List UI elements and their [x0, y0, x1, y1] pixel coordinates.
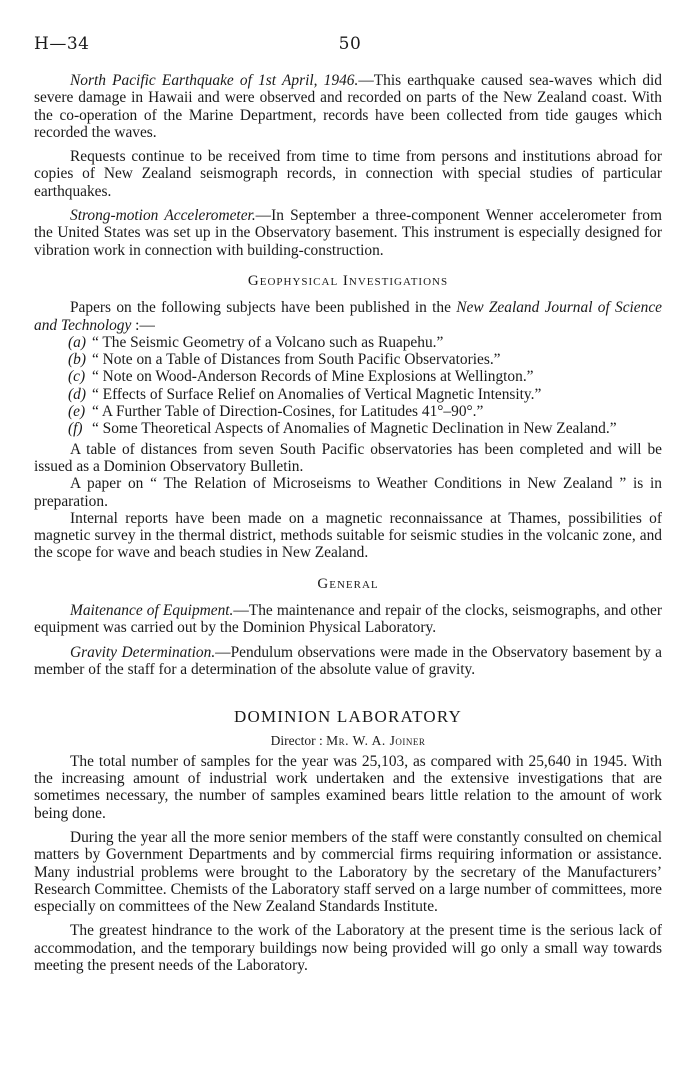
paragraph-text: —Pendulum observations were made in the Observatory basement by a member of the staff for a determination of the absolute value of gravity.: [34, 643, 662, 678]
paragraph-text: Papers on the following subjects have been published in the: [70, 299, 457, 317]
paragraph-consulted: During the year all the more senior members of the staff were constantly consulted on chemical matters by Government Departments and by commercial firms requiring information or assistance. Many industrial problems were brought to the Laboratory by the secretary of the Manufacturers’ Research Committee. Chemists of the Laboratory staff served on a large number of committees, more especially on committees of the New Zealand Standards Institute.: [34, 828, 662, 916]
list-item-label: (e): [68, 403, 86, 421]
page-body: [34, 72, 662, 981]
list-item-label: (d): [68, 385, 86, 403]
list-item: [34, 334, 662, 351]
paragraph-lead: Gravity Determination.: [70, 643, 216, 661]
paragraph-distance-table: A table of distances from seven South Pacific observatories has been completed and will be issued as a Dominion Observatory Bulletin.: [34, 440, 662, 475]
list-item: [34, 351, 662, 368]
list-item-text: “ A Further Table of Direction-Cosines, for Latitudes 41°–90°.”: [92, 403, 484, 421]
journal-title: New Zealand Journal of Science and Technology: [34, 299, 662, 334]
paragraph-lead: North Pacific Earthquake of 1st April, 1946.: [70, 72, 359, 89]
paragraph-papers: [34, 299, 662, 334]
director-label: Director :: [270, 732, 323, 748]
paragraph-requests: Requests continue to be received from time to time from persons and institutions abroad for copies of New Zealand seismograph records, in connection with special studies of particular earthquakes.: [34, 148, 662, 200]
list-item: [34, 420, 662, 437]
paragraph-lead: Strong-motion Accelerometer.: [70, 207, 256, 225]
list-item-text: “ The Seismic Geometry of a Volcano such as Ruapehu.”: [92, 333, 444, 351]
page-header-report-code: H—34: [34, 34, 90, 54]
paragraph-text: —This earthquake caused sea-waves which did severe damage in Hawaii and were observed and recorded on parts of the New Zealand coast. With the co-operation of the Marine Department, records have been collected from tide gauges which recorded the waves.: [34, 72, 663, 141]
list-item: [34, 368, 662, 385]
list-item-label: (f): [68, 420, 83, 438]
papers-list: [34, 334, 662, 438]
paragraph-samples: The total number of samples for the year was 25,103, as compared with 25,640 in 1945. With the increasing amount of industrial work undertaken and the extensive investigations that are sometimes necessary, the number of samples examined bears little relation to the amount of work being done.: [34, 752, 662, 822]
list-item: [34, 386, 662, 403]
paragraph-lead: Maitenance of Equipment.: [70, 602, 234, 620]
director-line: [34, 732, 662, 749]
paragraph-hindrance: The greatest hindrance to the work of the Laboratory at the present time is the serious lack of accommodation, and the temporary buildings now being provided will go only a small way towards meeting the present needs of the Laboratory.: [34, 922, 662, 975]
paragraph-gravity: [34, 644, 662, 679]
list-item-text: “ Note on a Table of Distances from South Pacific Observatories.”: [92, 351, 501, 369]
list-item-label: (a): [68, 333, 86, 351]
paragraph-north-pacific-earthquake: [34, 72, 662, 141]
paragraph-microseisms: A paper on “ The Relation of Microseisms to Weather Conditions in New Zealand ” is in preparation.: [34, 475, 662, 510]
list-item-text: “ Note on Wood-Anderson Records of Mine Explosions at Wellington.”: [92, 368, 534, 386]
director-name: Mr. W. A. Joiner: [326, 732, 426, 748]
list-item: [34, 403, 662, 420]
section-heading-dominion-laboratory: DOMINION LABORATORY: [234, 707, 462, 727]
list-item-text: “ Effects of Surface Relief on Anomalies of Vertical Magnetic Intensity.”: [92, 385, 542, 403]
page-number: 50: [338, 34, 362, 54]
paragraph-strong-motion: [34, 207, 662, 259]
list-item-label: (c): [68, 368, 86, 386]
list-item-label: (b): [68, 351, 86, 369]
section-heading-general: General: [317, 575, 379, 592]
paragraph-text: :—: [131, 316, 155, 334]
paragraph-text: —The maintenance and repair of the clocks, seismographs, and other equipment was carried out by the Dominion Physical Laboratory.: [34, 602, 662, 637]
section-heading-geophysical: Geophysical Investigations: [247, 272, 449, 289]
paragraph-text: —In September a three-component Wenner accelerometer from the United States was set up in the Observatory basement. This instrument is especially designed for vibration work in connection with building-construction.: [34, 207, 662, 259]
paragraph-internal-reports: Internal reports have been made on a magnetic reconnaissance at Thames, possibilities of magnetic survey in the thermal district, methods suitable for seismic studies in the volcanic zone, and the scope for wave and beach studies in New Zealand.: [34, 509, 662, 562]
paragraph-maintenance: [34, 602, 662, 637]
list-item-text: “ Some Theoretical Aspects of Anomalies of Magnetic Declination in New Zealand.”: [92, 420, 617, 438]
